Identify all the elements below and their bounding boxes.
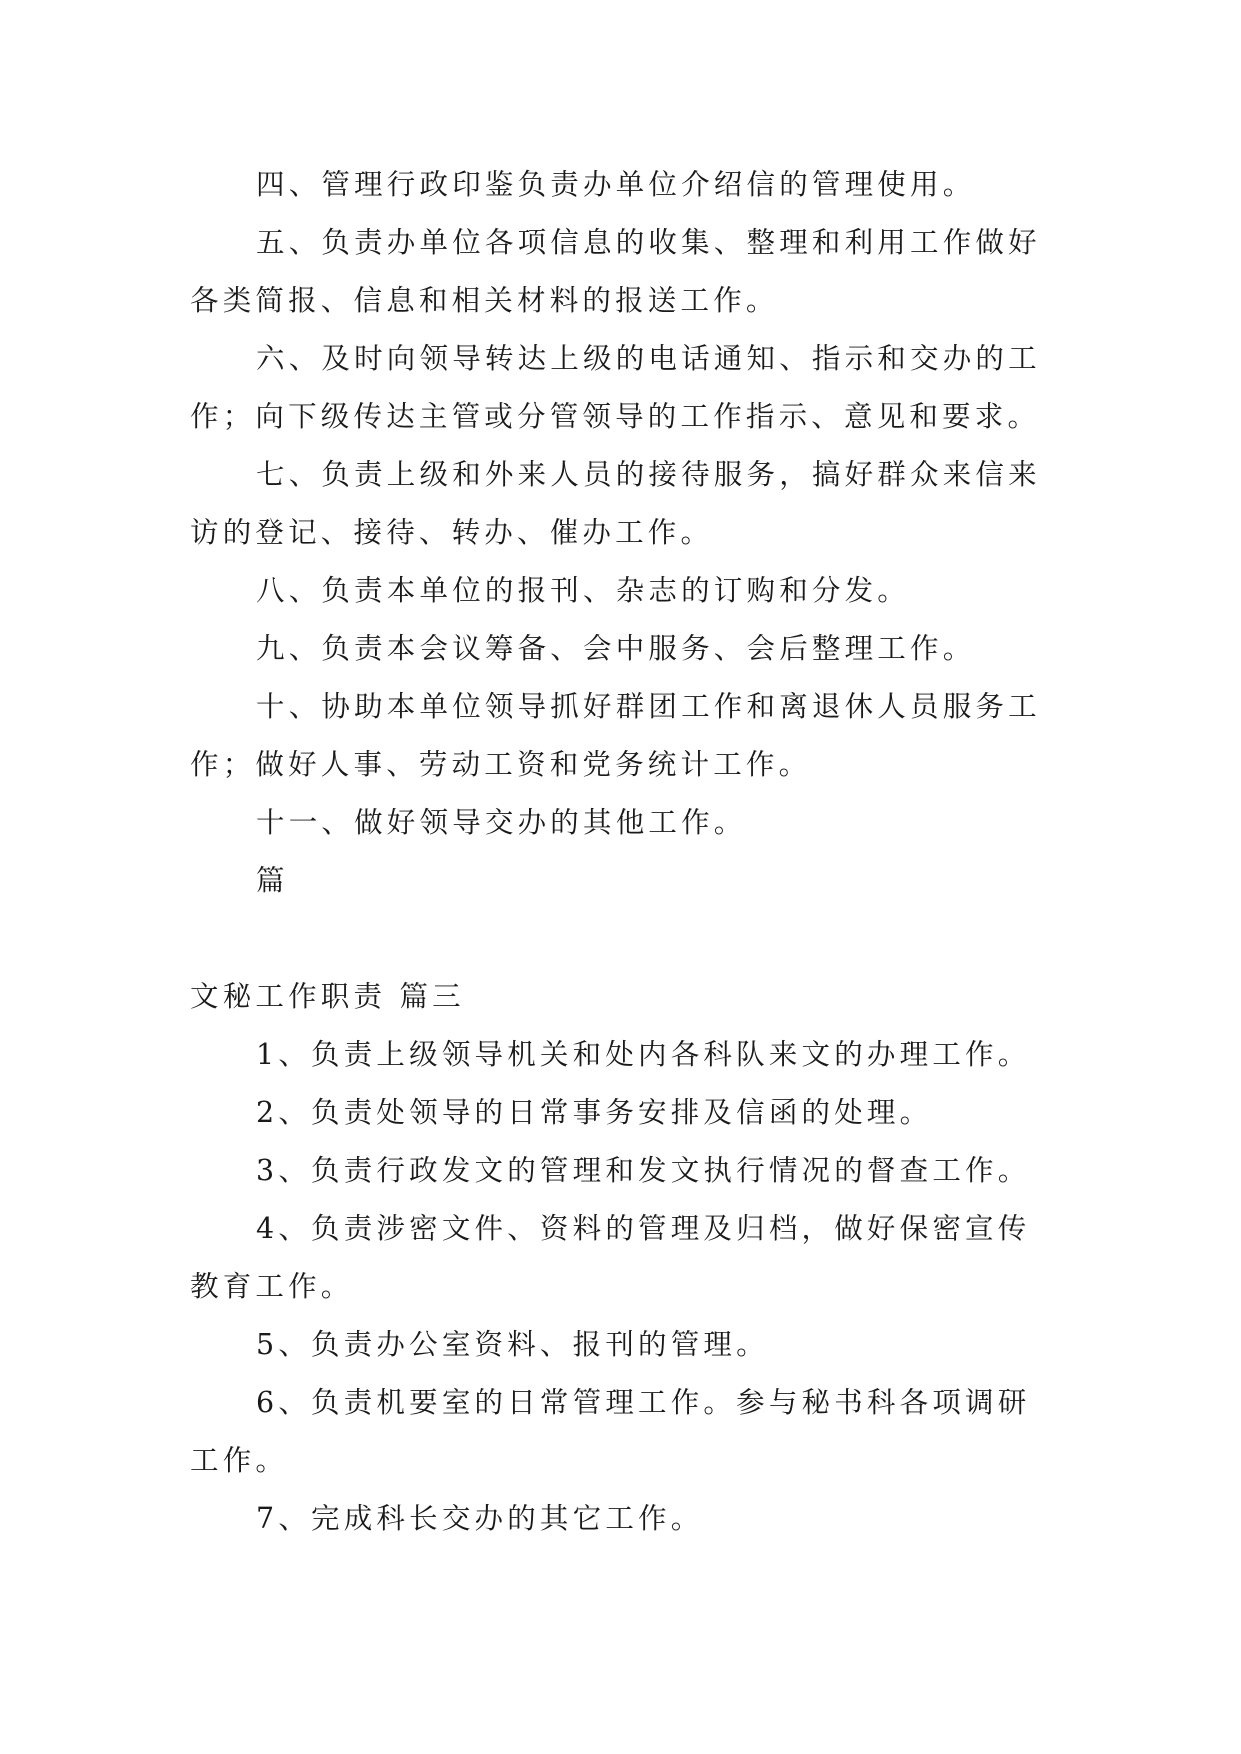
duty-item-4: 4、负责涉密文件、资料的管理及归档，做好保密宣传教育工作。 [190, 1212, 1031, 1303]
paragraph-6: 六、及时向领导转达上级的电话通知、指示和交办的工作；向下级传达主管或分管领导的工作指示、意见和要求。 [190, 342, 1041, 433]
paragraph-10: 十、协助本单位领导抓好群团工作和离退休人员服务工作；做好人事、劳动工资和党务统计工作。 [190, 690, 1041, 781]
document-body [190, 156, 1050, 1548]
duty-item-2: 2、负责处领导的日常事务安排及信函的处理。 [256, 1096, 933, 1129]
duty-item-6: 6、负责机要室的日常管理工作。参与秘书科各项调研工作。 [190, 1386, 1031, 1477]
paragraph-9: 九、负责本会议筹备、会中服务、会后整理工作。 [256, 632, 976, 665]
paragraph-4: 四、管理行政印鉴负责办单位介绍信的管理使用。 [256, 168, 976, 201]
paragraph-7: 七、负责上级和外来人员的接待服务，搞好群众来信来访的登记、接待、转办、催办工作。 [190, 458, 1041, 549]
paragraph-pian: 篇 [256, 864, 289, 897]
duty-item-1: 1、负责上级领导机关和处内各科队来文的办理工作。 [256, 1038, 1031, 1071]
duty-item-5: 5、负责办公室资料、报刊的管理。 [256, 1328, 769, 1361]
duty-item-3: 3、负责行政发文的管理和发文执行情况的督查工作。 [256, 1154, 1031, 1187]
paragraph-11: 十一、做好领导交办的其他工作。 [256, 806, 747, 839]
paragraph-8: 八、负责本单位的报刊、杂志的订购和分发。 [256, 574, 911, 607]
section-heading: 文秘工作职责 篇三 [190, 980, 465, 1013]
paragraph-5: 五、负责办单位各项信息的收集、整理和利用工作做好各类简报、信息和相关材料的报送工作。 [190, 226, 1041, 317]
section-spacer [190, 910, 1050, 968]
duty-item-7: 7、完成科长交办的其它工作。 [256, 1502, 704, 1535]
